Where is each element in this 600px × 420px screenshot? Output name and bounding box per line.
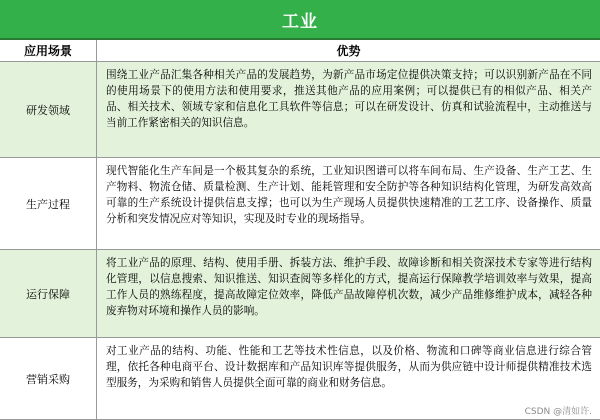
table-row-rnd	[0, 62, 600, 158]
table-header-row	[0, 40, 600, 62]
scene-cell: 运行保障	[0, 250, 97, 337]
table-row-production	[0, 158, 600, 250]
table-row-marketing	[0, 338, 600, 420]
advantage-cell: 将工业产品的原理、结构、使用手册、拆装方法、维护手段、故障诊断和相关资深技术专家等进行结构化管理，以信息搜索、知识推送、知识查阅等多样化的方式，提高运行保障教学培训效率与效果，提高工作人员的熟练程度，提高故障定位效率，降低产品故障停机次数，减少产品维修维护成本，减轻各种废弃物对环境和操作人员的影响。	[106, 257, 592, 317]
scene-cell: 生产过程	[0, 158, 97, 249]
table-row-operation	[0, 250, 600, 338]
header-scene: 应用场景	[0, 40, 97, 61]
header-advantage: 优势	[336, 44, 361, 58]
table-title-bar	[0, 0, 600, 40]
advantage-cell: 对工业产品的结构、功能、性能和工艺等技术性信息，以及价格、物流和口碑等商业信息进行综合管理，依托各种电商平台、设计数据库和产品知识库等提供服务，从而为供应链中设计师提供精准技术选型服务，为采购和销售人员提供全面可靠的商业和财务信息。	[106, 345, 592, 389]
advantage-cell: 现代智能化生产车间是一个极其复杂的系统，工业知识图谱可以将车间布局、生产设备、生产工艺、生产物料、物流仓储、质量检测、生产计划、能耗管理和安全防护等各种知识结构化管理，为研发高效高可靠的生产系统设计提供信息支撑；也可以为生产现场人员提供快速精准的工艺工序、设备操作、质量分析和突发情况应对等知识，实现及时专业的现场指导。	[106, 165, 592, 225]
table-title: 工业	[282, 11, 318, 32]
watermark: CSDN @清如许.	[523, 404, 594, 417]
scene-cell: 营销采购	[0, 338, 97, 419]
scene-cell: 研发领域	[0, 62, 97, 157]
advantage-cell: 围绕工业产品汇集各种相关产品的发展趋势，为新产品市场定位提供决策支持；可以识别新产品在不同的使用场景下的使用方法和使用要求，推送其他产品的应用案例；可以提供已有的相似产品、相关产品、相关技术、领域专家和信息化工具软件等信息；可以在研发设计、仿真和试验流程中，主动推送与当前工作紧密相关的知识信息。	[106, 69, 592, 129]
